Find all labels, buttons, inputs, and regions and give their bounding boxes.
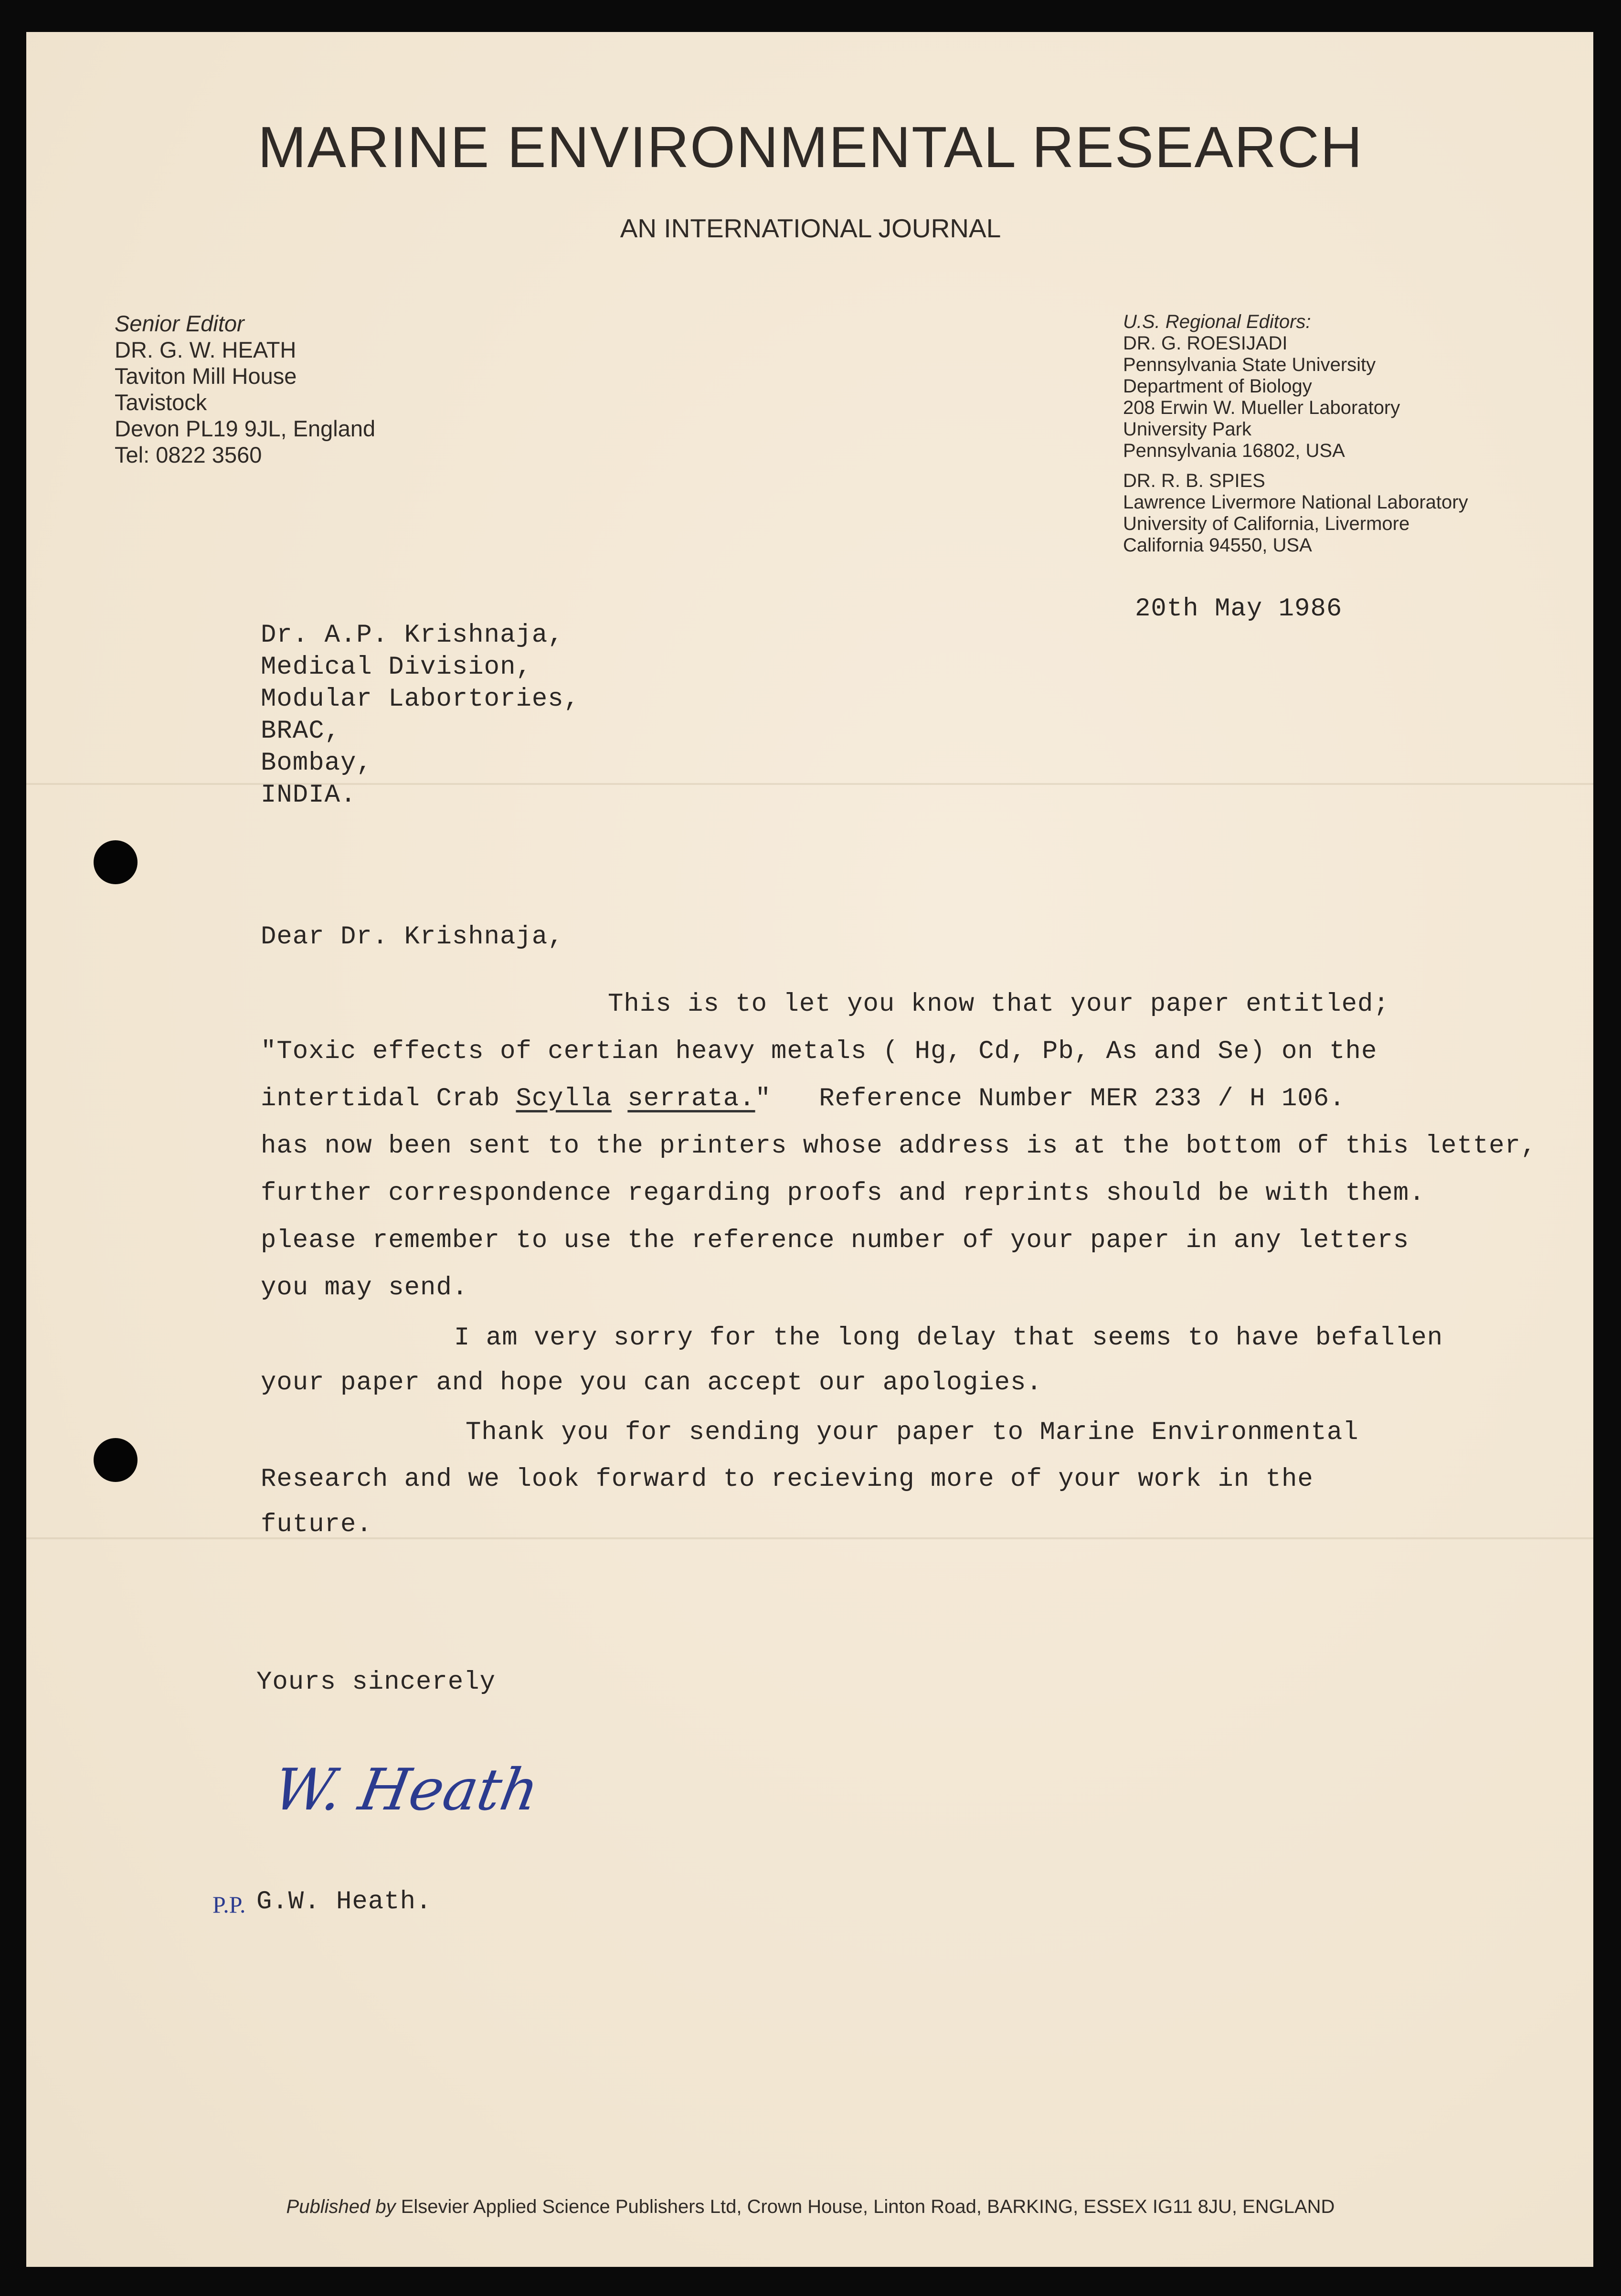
signer-name: G.W. Heath.: [256, 1887, 432, 1916]
address-line: Department of Biology: [1123, 376, 1312, 397]
footer-text: Elsevier Applied Science Publishers Ltd, Crown House, Linton Road, BARKING, ESSEX IG11 8JU, ENGLAND: [401, 2196, 1335, 2217]
address-line: Lawrence Livermore National Laboratory: [1123, 492, 1468, 513]
journal-subtitle: AN INTERNATIONAL JOURNAL: [620, 213, 1001, 243]
address-line: Tel: 0822 3560: [115, 442, 262, 467]
punch-hole: [94, 1438, 138, 1482]
recipient-line: Modular Labortories,: [261, 685, 580, 714]
body-line: I am very sorry for the long delay that seems to have befallen: [454, 1323, 1443, 1353]
address-line: University of California, Livermore: [1123, 513, 1410, 534]
journal-title: MARINE ENVIRONMENTAL RESEARCH: [257, 115, 1364, 180]
address-line: Pennsylvania State University: [1123, 354, 1376, 375]
address-line: Devon PL19 9JL, England: [115, 416, 376, 441]
closing: Yours sincerely: [256, 1668, 496, 1697]
body-line: you may send.: [261, 1273, 468, 1302]
recipient-line: BRAC,: [261, 717, 341, 746]
species-genus: Scylla: [516, 1084, 612, 1113]
body-line: Research and we look forward to recieving more of your work in the: [261, 1465, 1314, 1494]
body-line: further correspondence regarding proofs and reprints should be with them.: [261, 1179, 1425, 1208]
address-line: 208 Erwin W. Mueller Laboratory: [1123, 397, 1400, 418]
recipient-line: Bombay,: [261, 749, 372, 778]
body-text: intertidal Crab: [261, 1084, 516, 1113]
senior-editor-label: Senior Editor: [115, 311, 244, 336]
body-line: [261, 1084, 1346, 1113]
body-line: please remember to use the reference number of your paper in any letters: [261, 1226, 1409, 1255]
address-line: University Park: [1123, 419, 1251, 440]
body-line: has now been sent to the printers whose address is at the bottom of this letter,: [261, 1132, 1537, 1161]
recipient-line: Dr. A.P. Krishnaja,: [261, 621, 564, 650]
punch-hole: [94, 840, 138, 884]
address-line: Pennsylvania 16802, USA: [1123, 440, 1345, 461]
us-editors-label: U.S. Regional Editors:: [1123, 311, 1311, 332]
publisher-footer: [0, 2196, 1621, 2218]
address-line: Tavistock: [115, 390, 207, 415]
address-line: Taviton Mill House: [115, 363, 297, 389]
handwritten-signature: W. Heath: [268, 1757, 544, 1823]
body-text: [612, 1084, 627, 1113]
address-line: DR. R. B. SPIES: [1123, 470, 1265, 491]
address-line: DR. G. ROESIJADI: [1123, 333, 1288, 354]
body-line: future.: [261, 1510, 372, 1539]
body-line: your paper and hope you can accept our apologies.: [261, 1368, 1042, 1397]
body-line: Thank you for sending your paper to Marine Environmental: [466, 1418, 1359, 1447]
address-line: DR. G. W. HEATH: [115, 337, 297, 362]
body-line: This is to let you know that your paper entitled;: [608, 990, 1389, 1019]
salutation: Dear Dr. Krishnaja,: [261, 922, 564, 952]
reference-number-text: " Reference Number MER 233 / H 106.: [755, 1084, 1346, 1113]
footer-label: Published by: [286, 2196, 396, 2217]
address-line: California 94550, USA: [1123, 535, 1312, 556]
senior-editor-block: [115, 310, 375, 468]
recipient-line: INDIA.: [261, 781, 357, 810]
pp-mark: P.P.: [212, 1891, 246, 1918]
body-line: "Toxic effects of certian heavy metals ( Hg, Cd, Pb, As and Se) on the: [261, 1037, 1377, 1066]
species-name: serrata.: [627, 1084, 755, 1113]
us-editors-block: [1123, 311, 1468, 556]
letter-date: 20th May 1986: [1135, 594, 1343, 624]
recipient-line: Medical Division,: [261, 653, 532, 682]
